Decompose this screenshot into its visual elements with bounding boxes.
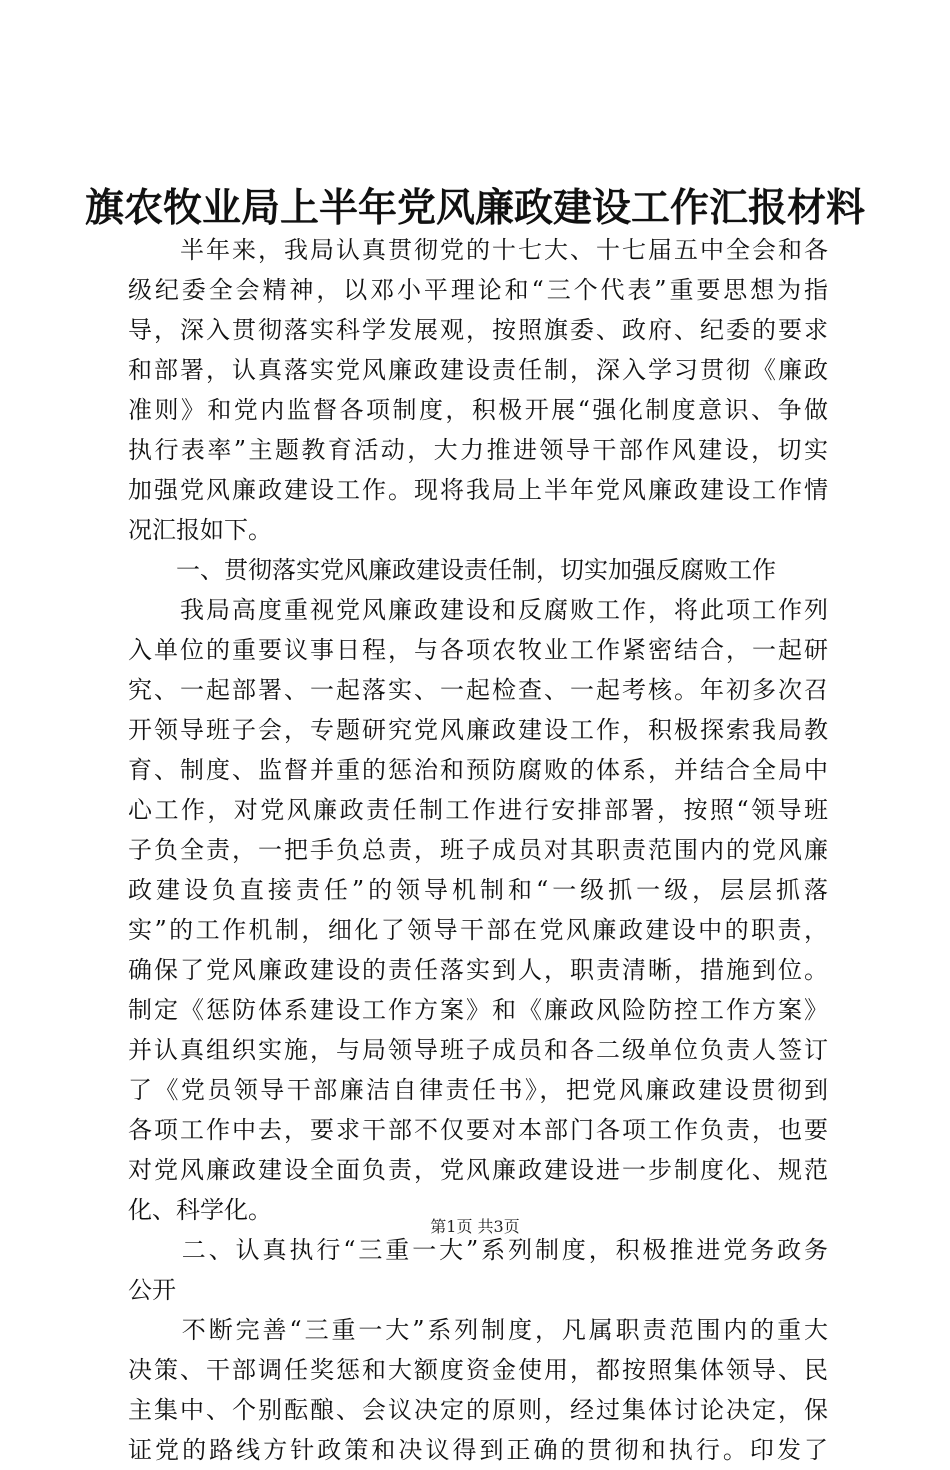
text-line: 究、一起部署、一起落实、一起检查、一起考核。年初多次召 [128, 676, 828, 704]
text-line: 制定《惩防体系建设工作方案》和《廉政风险防控工作方案》 [128, 996, 828, 1024]
text-line: 级纪委全会精神，以邓小平理论和“三个代表”重要思想为指 [128, 276, 828, 304]
text-line: 了《党员领导干部廉洁自律责任书》，把党风廉政建设贯彻到 [128, 1076, 828, 1104]
text-line: 公开 [128, 1276, 176, 1304]
page-footer: 第1页 共3页 [430, 1217, 520, 1236]
text-line: 确保了党风廉政建设的责任落实到人，职责清晰，措施到位。 [128, 956, 828, 984]
text-line: 和部署，认真落实党风廉政建设责任制，深入学习贯彻《廉政 [128, 356, 828, 384]
text-line: 对党风廉政建设全面负责，党风廉政建设进一步制度化、规范 [128, 1156, 828, 1184]
text-line: 心工作，对党风廉政责任制工作进行安排部署，按照“领导班 [128, 796, 828, 824]
text-line: 入单位的重要议事日程，与各项农牧业工作紧密结合，一起研 [128, 636, 828, 664]
text-line: 实”的工作机制，细化了领导干部在党风廉政建设中的职责， [128, 916, 828, 944]
text-line: 主集中、个别酝酿、会议决定的原则，经过集体讨论决定，保 [128, 1396, 828, 1424]
text-line: 况汇报如下。 [128, 516, 272, 544]
text-line: 导，深入贯彻落实科学发展观，按照旗委、政府、纪委的要求 [128, 316, 828, 344]
text-line: 开领导班子会，专题研究党风廉政建设工作，积极探索我局教 [128, 716, 828, 744]
text-line: 子负全责，一把手负总责，班子成员对其职责范围内的党风廉 [128, 836, 828, 864]
document-body [128, 230, 828, 1470]
text-line: 我局高度重视党风廉政建设和反腐败工作，将此项工作列 [128, 596, 828, 624]
document-title: 旗农牧业局上半年党风廉政建设工作汇报材料 [84, 185, 865, 231]
text-line: 证党的路线方针政策和决议得到正确的贯彻和执行。印发了 [128, 1436, 828, 1464]
text-line: 半年来，我局认真贯彻党的十七大、十七届五中全会和各 [128, 236, 828, 264]
text-line: 育、制度、监督并重的惩治和预防腐败的体系，并结合全局中 [128, 756, 828, 784]
text-line: 政建设负直接责任”的领导机制和“一级抓一级，层层抓落 [128, 876, 828, 904]
text-line: 不断完善“三重一大”系列制度，凡属职责范围内的重大 [128, 1316, 828, 1344]
text-line: 各项工作中去，要求干部不仅要对本部门各项工作负责，也要 [128, 1116, 828, 1144]
text-line: 化、科学化。 [128, 1196, 272, 1224]
text-line: 并认真组织实施，与局领导班子成员和各二级单位负责人签订 [128, 1036, 828, 1064]
text-line: 执行表率”主题教育活动，大力推进领导干部作风建设，切实 [128, 436, 828, 464]
text-line: 决策、干部调任奖惩和大额度资金使用，都按照集体领导、民 [128, 1356, 828, 1384]
text-line: 一、贯彻落实党风廉政建设责任制，切实加强反腐败工作 [128, 556, 776, 584]
text-line: 二、认真执行“三重一大”系列制度，积极推进党务政务 [128, 1236, 828, 1264]
text-line: 加强党风廉政建设工作。现将我局上半年党风廉政建设工作情 [128, 476, 828, 504]
text-line: 准则》和党内监督各项制度，积极开展“强化制度意识、争做 [128, 396, 828, 424]
